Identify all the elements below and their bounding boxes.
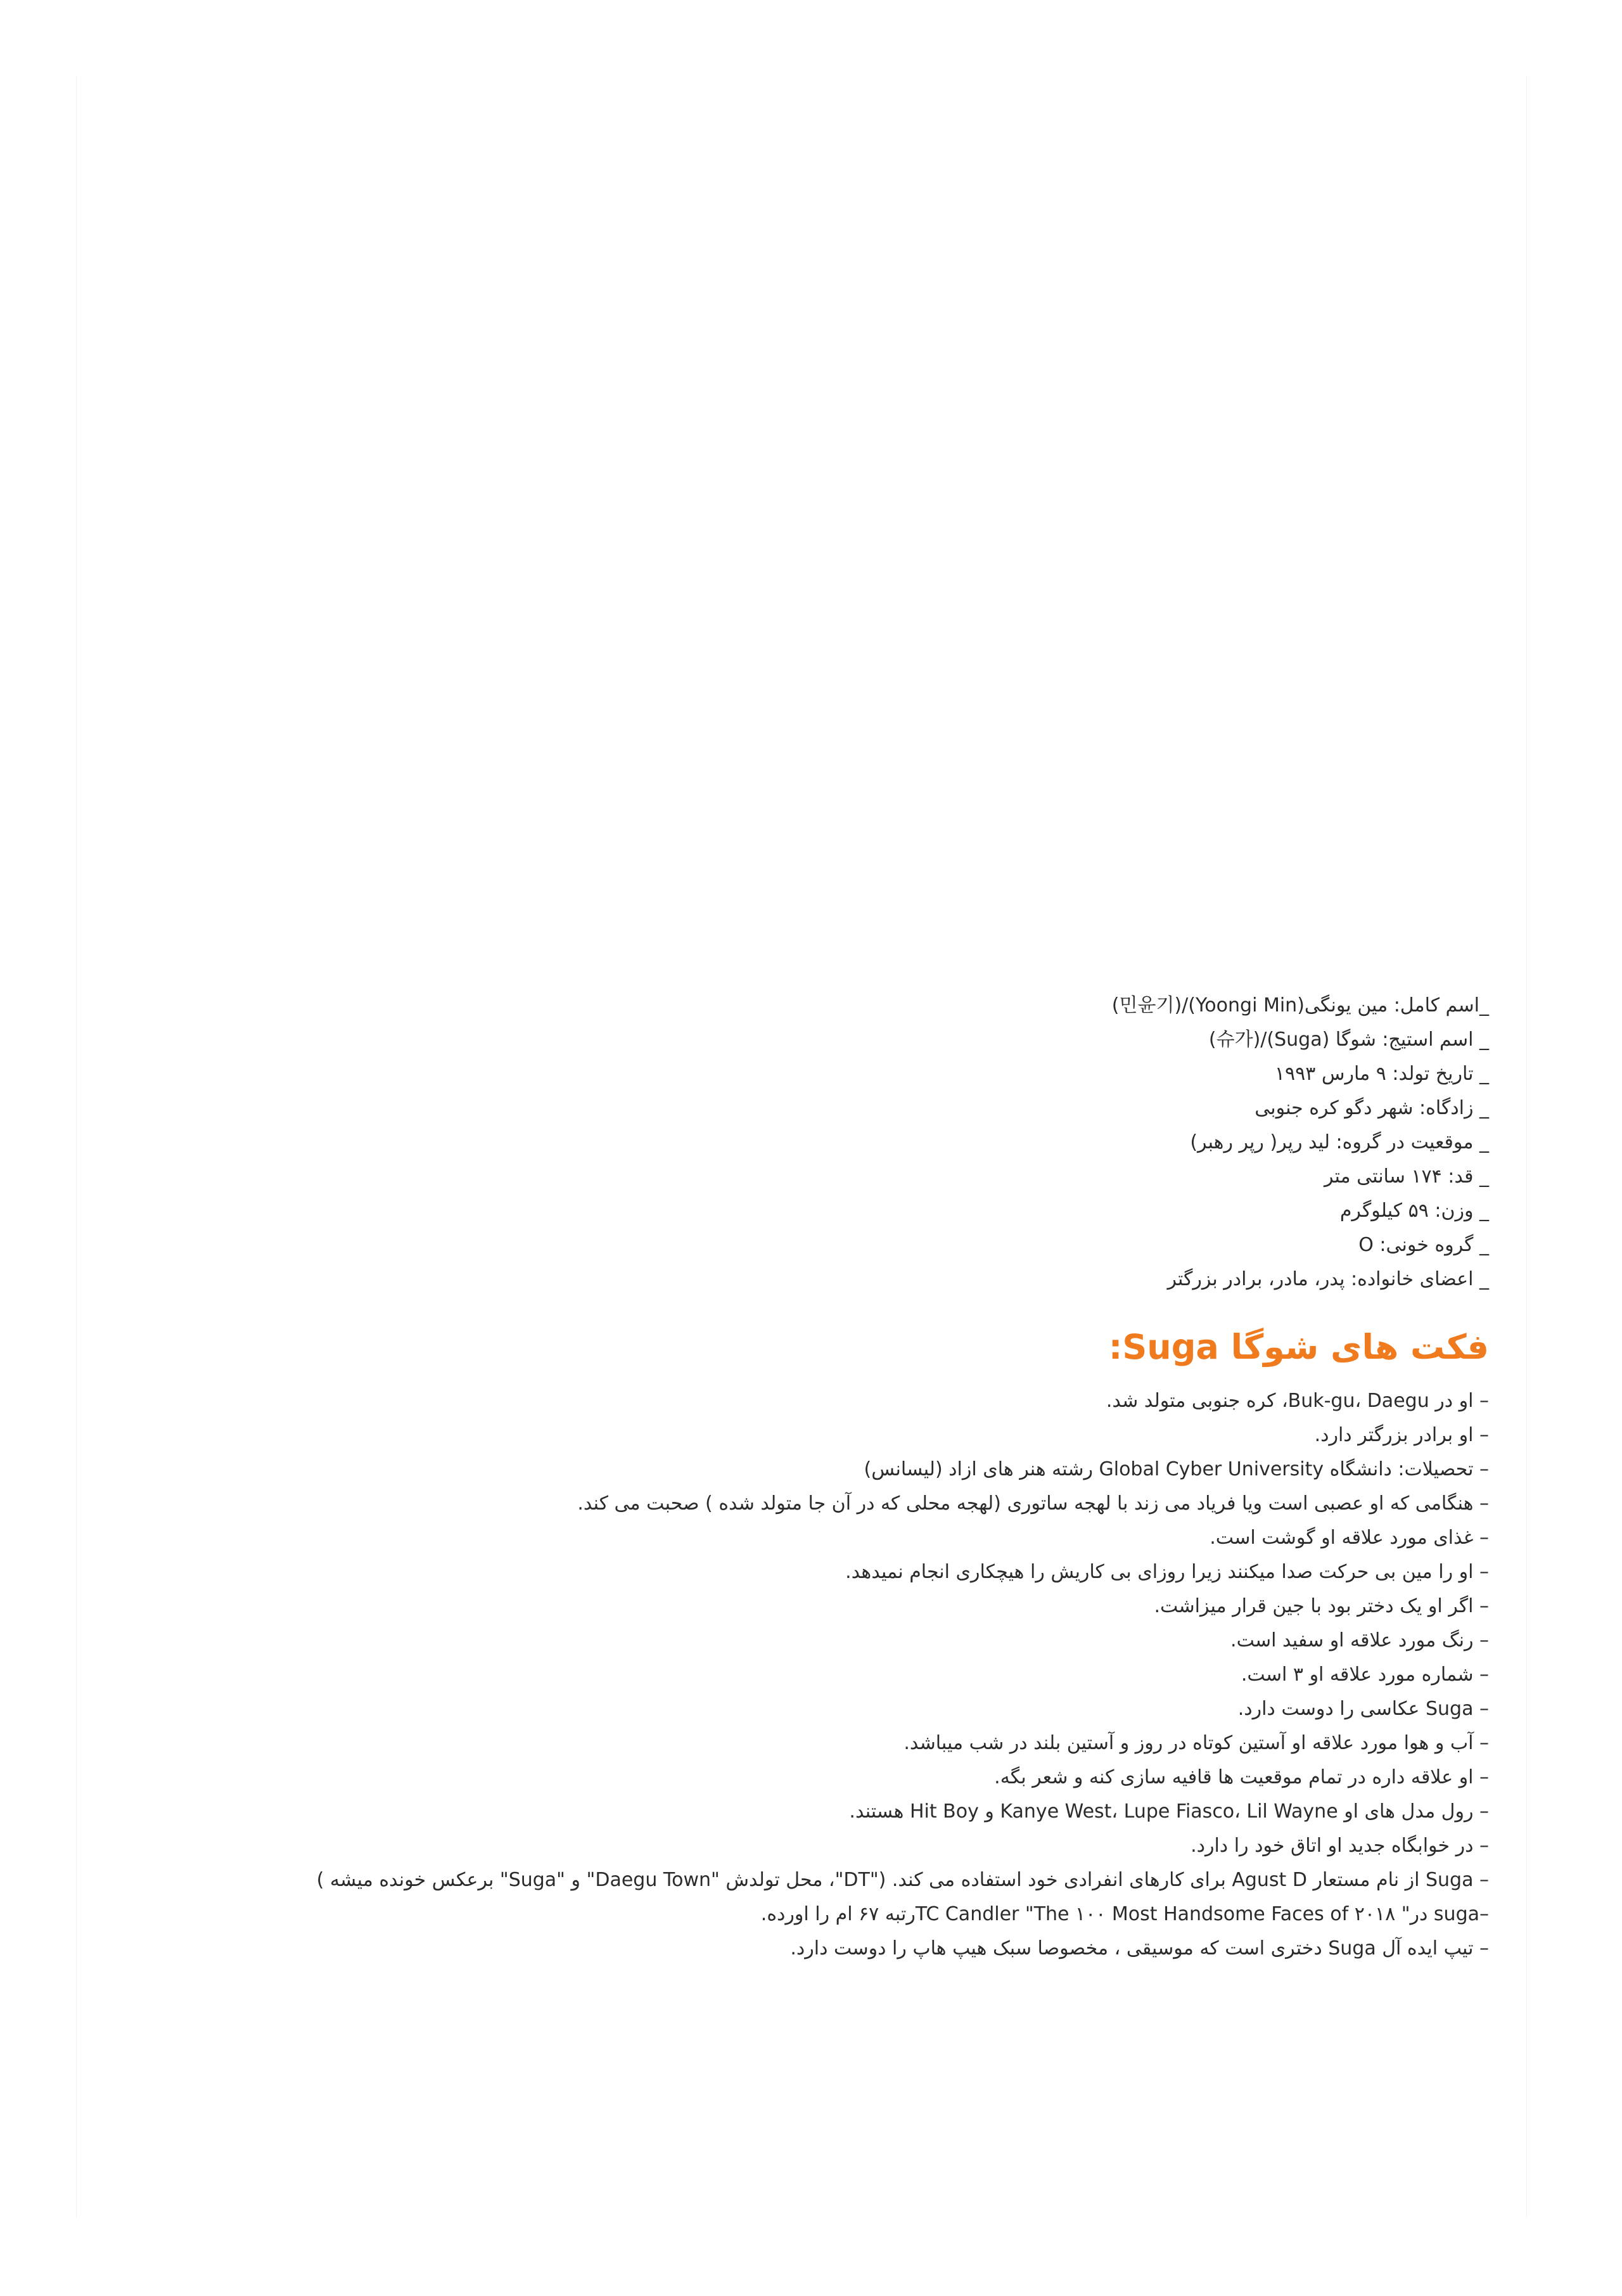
profile-line: _ اسم استیج: شوگا (Suga)/(슈가) bbox=[1208, 1029, 1489, 1051]
profile-line: _ موقعیت در گروه: لید رپر( رپر رهبر) bbox=[1190, 1131, 1489, 1153]
fact-item: – Suga از نام مستعار Agust D برای کارهای انفرادی خود استفاده می کند. ("DT"، محل تولدش "Daegu Town" و "Suga" برعکس خونده میشه ) bbox=[316, 1869, 1489, 1891]
fact-item: – او علاقه داره در تمام موقعیت ها قافیه سازی کنه و شعر بگه. bbox=[994, 1766, 1489, 1788]
facts-list bbox=[285, 1384, 1489, 1966]
fact-item: – او در Buk-gu، Daegu، کره جنوبی متولد شد. bbox=[1106, 1390, 1489, 1412]
fact-item: – در خوابگاه جدید او اتاق خود را دارد. bbox=[1191, 1835, 1489, 1857]
fact-item: – غذای مورد علاقه او گوشت است. bbox=[1210, 1527, 1489, 1549]
profile-line: _ قد: ۱۷۴ سانتی متر bbox=[1324, 1165, 1489, 1188]
fact-item: – تیپ ایده آل Suga دختری است که موسیقی ، مخصوصا سبک هیپ هاپ را دوست دارد. bbox=[790, 1937, 1489, 1959]
facts-heading: فکت های شوگا Suga: bbox=[1108, 1327, 1489, 1367]
article-content bbox=[285, 989, 1489, 1966]
fact-item: – رنگ مورد علاقه او سفید است. bbox=[1230, 1629, 1489, 1651]
fact-item: – هنگامی که او عصبی است ویا فریاد می زند با لهجه ساتوری (لهجه محلی که در آن جا متولد شده ) صحبت می کند. bbox=[577, 1492, 1489, 1515]
profile-info-list bbox=[285, 989, 1489, 1297]
fact-item: – او را مین بی حرکت صدا میکنند زیرا روزای بی کاریش را هیچکاری انجام نمیدهد. bbox=[845, 1561, 1489, 1583]
fact-item: – تحصیلات: دانشگاه Global Cyber University رشته هنر های ازاد (لیسانس) bbox=[864, 1458, 1489, 1480]
fact-item: –suga در" TC Candler "The ۱۰۰ Most Handsome Faces of ۲۰۱۸رتبه ۶۷ ام را اورده. bbox=[760, 1903, 1489, 1925]
fact-item: – شماره مورد علاقه او ۳ است. bbox=[1241, 1664, 1489, 1686]
fact-item: – او برادر بزرگتر دارد. bbox=[1314, 1424, 1489, 1446]
fact-item: – آب و هوا مورد علاقه او آستین کوتاه در روز و آستین بلند در شب میباشد. bbox=[904, 1732, 1489, 1754]
profile-line: _ تاریخ تولد: ۹ مارس ۱۹۹۳ bbox=[1274, 1063, 1489, 1085]
profile-line: _ اعضای خانواده: پدر، مادر، برادر بزرگتر bbox=[1167, 1268, 1489, 1290]
fact-item: – رول مدل های او Kanye West، Lupe Fiasco، Lil Wayne و Hit Boy هستند. bbox=[849, 1800, 1489, 1823]
profile-line: _اسم کامل: مین یونگی(Yoongi Min)/(민윤기) bbox=[1111, 994, 1489, 1017]
profile-line: _ زادگاه: شهر دگو کره جنوبی bbox=[1255, 1097, 1489, 1119]
profile-line: _ گروه خونی: O bbox=[1358, 1234, 1489, 1256]
fact-item: – Suga عکاسی را دوست دارد. bbox=[1237, 1698, 1489, 1720]
fact-item: – اگر او یک دختر بود با جین قرار میزاشت. bbox=[1154, 1595, 1489, 1617]
profile-line: _ وزن: ۵۹ کیلوگرم bbox=[1339, 1200, 1489, 1222]
